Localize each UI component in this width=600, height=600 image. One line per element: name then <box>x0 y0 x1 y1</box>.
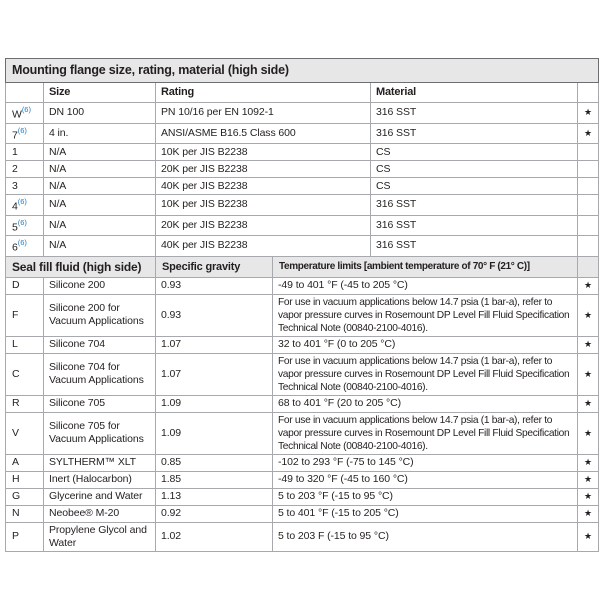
col-header-temperature-limits: Temperature limits [ambient temperature of 70° F (21° C)] <box>273 256 578 277</box>
size-cell: N/A <box>44 236 156 257</box>
fill-table-row <box>6 336 599 353</box>
fluid-name-cell: SYLTHERM™ XLT <box>44 454 156 471</box>
star-cell <box>578 336 599 353</box>
temperature-limits-cell: 68 to 401 °F (20 to 205 °C) <box>273 395 578 412</box>
star-cell <box>578 236 599 257</box>
flange-table-row <box>6 236 599 257</box>
specific-gravity-cell: 0.92 <box>156 505 273 522</box>
footnote-6-link[interactable]: (6) <box>17 125 27 135</box>
option-code-cell <box>6 195 44 216</box>
star-cell <box>578 522 599 551</box>
option-code-cell: G <box>6 488 44 505</box>
option-code-cell: P <box>6 522 44 551</box>
star-cell <box>578 277 599 294</box>
temperature-limits-cell: 5 to 203 °F (-15 to 95 °C) <box>273 488 578 505</box>
option-code-cell <box>6 161 44 178</box>
temperature-limits-cell: -102 to 293 °F (-75 to 145 °C) <box>273 454 578 471</box>
col-header-size: Size <box>44 83 156 103</box>
specific-gravity-cell: 1.07 <box>156 353 273 395</box>
availability-star-icon: ★ <box>584 491 592 501</box>
material-cell: CS <box>371 161 578 178</box>
fill-table-row <box>6 488 599 505</box>
star-cell <box>578 454 599 471</box>
availability-star-icon: ★ <box>584 280 592 290</box>
temperature-limits-cell: -49 to 320 °F (-45 to 160 °C) <box>273 471 578 488</box>
size-cell: N/A <box>44 195 156 216</box>
size-cell: N/A <box>44 215 156 236</box>
material-cell: 316 SST <box>371 236 578 257</box>
material-cell: 316 SST <box>371 215 578 236</box>
option-code-cell <box>6 123 44 144</box>
star-cell <box>578 395 599 412</box>
temperature-limits-cell: 32 to 401 °F (0 to 205 °C) <box>273 336 578 353</box>
fill-table-row <box>6 471 599 488</box>
size-cell: 4 in. <box>44 123 156 144</box>
star-cell <box>578 353 599 395</box>
rating-cell: ANSI/ASME B16.5 Class 600 <box>156 123 371 144</box>
option-code: 4 <box>12 200 18 213</box>
fill-table-header-row <box>6 256 599 277</box>
specific-gravity-cell: 1.13 <box>156 488 273 505</box>
star-cell <box>578 471 599 488</box>
seal-fill-fluid-table <box>5 256 599 552</box>
specific-gravity-cell: 1.07 <box>156 336 273 353</box>
star-cell <box>578 294 599 336</box>
option-code-cell: N <box>6 505 44 522</box>
flange-table-row <box>6 103 599 124</box>
size-cell: N/A <box>44 144 156 161</box>
fill-table-row <box>6 353 599 395</box>
availability-star-icon: ★ <box>584 309 592 320</box>
availability-star-icon: ★ <box>584 368 592 379</box>
fluid-name-cell: Propylene Glycol and Water <box>44 522 156 551</box>
option-code-cell <box>6 144 44 161</box>
flange-table-row <box>6 161 599 178</box>
material-cell: 316 SST <box>371 123 578 144</box>
rating-cell: 10K per JIS B2238 <box>156 195 371 216</box>
option-code-cell: H <box>6 471 44 488</box>
flange-table-row <box>6 123 599 144</box>
flange-table-row <box>6 215 599 236</box>
star-cell <box>578 215 599 236</box>
material-cell: CS <box>371 178 578 195</box>
star-cell <box>578 103 599 124</box>
fill-table-row <box>6 522 599 551</box>
availability-star-icon: ★ <box>584 427 592 438</box>
star-cell <box>578 178 599 195</box>
star-cell <box>578 488 599 505</box>
option-code: 5 <box>12 221 18 233</box>
fill-table-row <box>6 395 599 412</box>
star-cell <box>578 144 599 161</box>
temperature-limits-cell: For use in vacuum applications below 14.7 psia (1 bar-a), refer to vapor pressure curves in Rosemount DP Level Fill Fluid Specification Technical Note (00840-2100-4016). <box>273 412 578 454</box>
footnote-6-link[interactable]: (6) <box>17 217 27 227</box>
option-code-cell: C <box>6 353 44 395</box>
flange-table-row <box>6 195 599 216</box>
flange-table-row <box>6 144 599 161</box>
fluid-name-cell: Silicone 200 for Vacuum Applications <box>44 294 156 336</box>
footnote-6-link[interactable]: (6) <box>17 238 27 247</box>
option-code: 6 <box>12 241 18 254</box>
specific-gravity-cell: 1.09 <box>156 395 273 412</box>
specific-gravity-cell: 0.93 <box>156 294 273 336</box>
temperature-limits-cell: -49 to 401 °F (-45 to 205 °C) <box>273 277 578 294</box>
availability-star-icon: ★ <box>584 508 592 518</box>
temperature-limits-cell: For use in vacuum applications below 14.7 psia (1 bar-a), refer to vapor pressure curves in Rosemount DP Level Fill Fluid Specification Technical Note (00840-2100-4016). <box>273 294 578 336</box>
availability-star-icon: ★ <box>584 339 592 349</box>
option-code: 3 <box>12 179 18 192</box>
size-cell: DN 100 <box>44 103 156 124</box>
option-code-cell <box>6 103 44 124</box>
fill-table-row <box>6 505 599 522</box>
option-code-cell: R <box>6 395 44 412</box>
col-header-code <box>6 83 44 103</box>
option-code-cell: L <box>6 336 44 353</box>
col-header-material: Material <box>371 83 578 103</box>
option-code-cell: F <box>6 294 44 336</box>
option-code-cell <box>6 178 44 195</box>
material-cell: 316 SST <box>371 103 578 124</box>
star-cell <box>578 123 599 144</box>
flange-table-body <box>6 103 599 257</box>
flange-table-header-row <box>6 83 599 103</box>
col-header-rating: Rating <box>156 83 371 103</box>
spec-document <box>5 58 598 552</box>
availability-star-icon: ★ <box>584 398 592 408</box>
fill-table-row <box>6 277 599 294</box>
temperature-limits-cell: 5 to 203 F (-15 to 95 °C) <box>273 522 578 551</box>
specific-gravity-cell: 0.85 <box>156 454 273 471</box>
specific-gravity-cell: 1.85 <box>156 471 273 488</box>
fill-table-body <box>6 277 599 551</box>
star-cell <box>578 505 599 522</box>
rating-cell: PN 10/16 per EN 1092-1 <box>156 103 371 124</box>
rating-cell: 40K per JIS B2238 <box>156 178 371 195</box>
specific-gravity-cell: 0.93 <box>156 277 273 294</box>
option-code-cell <box>6 215 44 236</box>
option-code: 2 <box>12 162 18 175</box>
fill-table-row <box>6 412 599 454</box>
option-code-cell: A <box>6 454 44 471</box>
option-code: 1 <box>12 145 18 158</box>
availability-star-icon: ★ <box>584 474 592 484</box>
availability-star-icon: ★ <box>584 127 592 138</box>
star-cell <box>578 412 599 454</box>
option-code-cell: V <box>6 412 44 454</box>
star-cell <box>578 161 599 178</box>
option-code: W <box>12 108 22 121</box>
fluid-name-cell: Silicone 704 for Vacuum Applications <box>44 353 156 395</box>
fluid-name-cell: Glycerine and Water <box>44 488 156 505</box>
rating-cell: 10K per JIS B2238 <box>156 144 371 161</box>
rating-cell: 20K per JIS B2238 <box>156 161 371 178</box>
mounting-flange-table <box>5 58 599 257</box>
fluid-name-cell: Silicone 704 <box>44 336 156 353</box>
material-cell: 316 SST <box>371 195 578 216</box>
size-cell: N/A <box>44 178 156 195</box>
flange-table-title-row <box>6 59 599 83</box>
fill-table-row <box>6 294 599 336</box>
availability-star-icon: ★ <box>584 531 592 541</box>
specific-gravity-cell: 1.09 <box>156 412 273 454</box>
temperature-limits-cell: 5 to 401 °F (-15 to 205 °C) <box>273 505 578 522</box>
col-header-star2 <box>578 256 599 277</box>
rating-cell: 20K per JIS B2238 <box>156 215 371 236</box>
fluid-name-cell: Silicone 200 <box>44 277 156 294</box>
option-code: 7 <box>12 129 18 141</box>
fluid-name-cell: Silicone 705 for Vacuum Applications <box>44 412 156 454</box>
specific-gravity-cell: 1.02 <box>156 522 273 551</box>
col-header-specific-gravity: Specific gravity <box>156 256 273 277</box>
fluid-name-cell: Silicone 705 <box>44 395 156 412</box>
availability-star-icon: ★ <box>584 457 592 467</box>
availability-star-icon: ★ <box>584 107 592 118</box>
fluid-name-cell: Inert (Halocarbon) <box>44 471 156 488</box>
temperature-limits-cell: For use in vacuum applications below 14.7 psia (1 bar-a), refer to vapor pressure curves in Rosemount DP Level Fill Fluid Specification Technical Note (00840-2100-4016). <box>273 353 578 395</box>
footnote-6-link[interactable]: (6) <box>17 197 27 206</box>
option-code-cell <box>6 236 44 257</box>
rating-cell: 40K per JIS B2238 <box>156 236 371 257</box>
col-header-star <box>578 83 599 103</box>
fill-table-title: Seal fill fluid (high side) <box>6 256 156 277</box>
option-code-cell: D <box>6 277 44 294</box>
fluid-name-cell: Neobee® M-20 <box>44 505 156 522</box>
flange-table-row <box>6 178 599 195</box>
size-cell: N/A <box>44 161 156 178</box>
material-cell: CS <box>371 144 578 161</box>
star-cell <box>578 195 599 216</box>
fill-table-row <box>6 454 599 471</box>
footnote-6-link[interactable]: (6) <box>21 105 31 114</box>
flange-table-title: Mounting flange size, rating, material (high side) <box>6 59 599 83</box>
